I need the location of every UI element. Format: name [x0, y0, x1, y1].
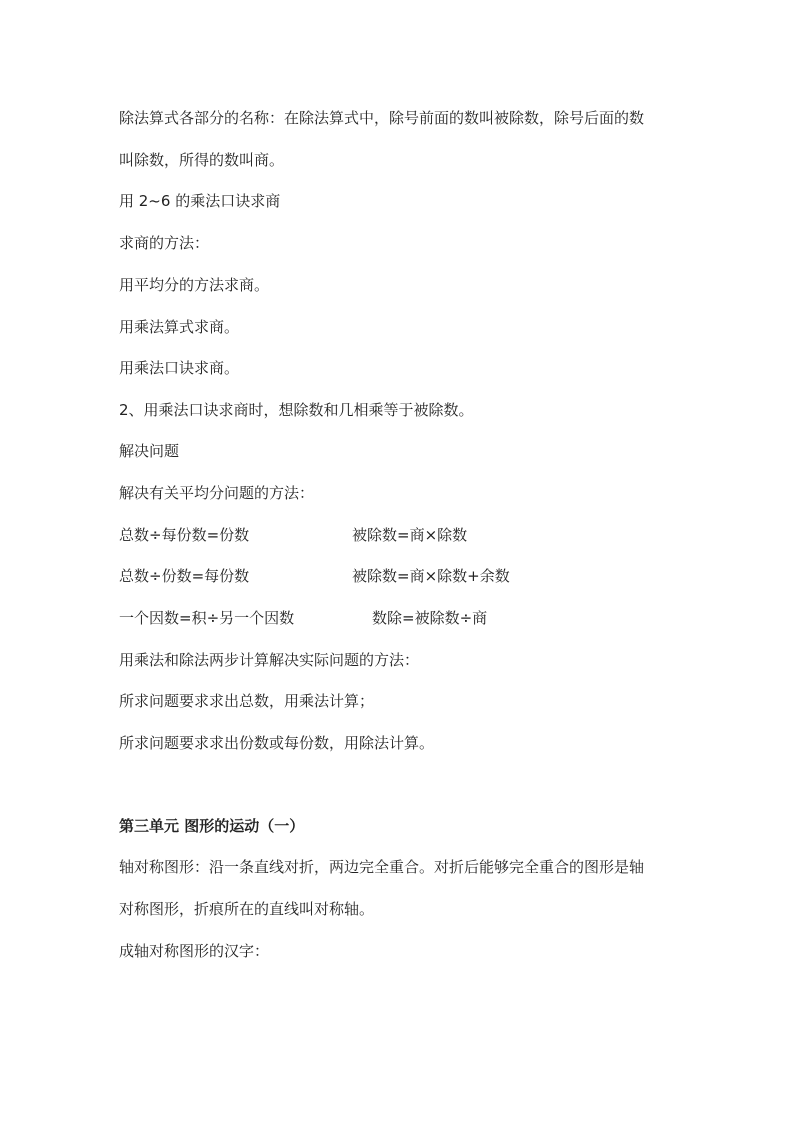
- paragraph-total-multiply: 所求问题要求求出总数，用乘法计算；: [119, 692, 375, 710]
- paragraph-axis-symmetry-line1: 轴对称图形：沿一条直线对折，两边完全重合。对折后能够完全重合的图形是轴: [119, 858, 645, 876]
- paragraph-method-multiplication-rhyme: 用乘法口诀求商。: [119, 359, 240, 377]
- paragraph-division-names-line1: 除法算式各部分的名称：在除法算式中，除号前面的数叫被除数，除号后面的数: [119, 109, 645, 127]
- paragraph-method-multiplication-formula: 用乘法算式求商。: [119, 318, 240, 336]
- formula-left-3: 一个因数=积÷另一个因数: [119, 609, 295, 627]
- formula-right-1: 被除数=商×除数: [352, 526, 468, 544]
- paragraph-division-names-line2: 叫除数，所得的数叫商。: [119, 151, 285, 169]
- formula-right-3: 数除=被除数÷商: [372, 609, 488, 627]
- paragraph-two-step-method: 用乘法和除法两步计算解决实际问题的方法：: [119, 651, 420, 669]
- section-heading: 第三单元 图形的运动（一）: [119, 817, 305, 835]
- paragraph-symmetric-characters: 成轴对称图形的汉字：: [119, 942, 270, 960]
- paragraph-share-divide: 所求问题要求求出份数或每份数，用除法计算。: [119, 734, 435, 752]
- paragraph-problem-solving: 解决问题: [119, 442, 180, 460]
- paragraph-axis-symmetry-line2: 对称图形，折痕所在的直线叫对称轴。: [119, 900, 375, 918]
- formula-left-2: 总数÷份数=每份数: [119, 567, 250, 585]
- paragraph-tip: 2、用乘法口诀求商时，想除数和几相乘等于被除数。: [119, 401, 474, 419]
- paragraph-quotient-methods-heading: 求商的方法：: [119, 234, 210, 252]
- paragraph-multiplication-table: 用 2~6 的乘法口诀求商: [119, 192, 281, 210]
- paragraph-average-problems-heading: 解决有关平均分问题的方法：: [119, 484, 315, 502]
- formula-left-1: 总数÷每份数=份数: [119, 526, 250, 544]
- formula-right-2: 被除数=商×除数+余数: [352, 567, 510, 585]
- paragraph-method-average: 用平均分的方法求商。: [119, 276, 270, 294]
